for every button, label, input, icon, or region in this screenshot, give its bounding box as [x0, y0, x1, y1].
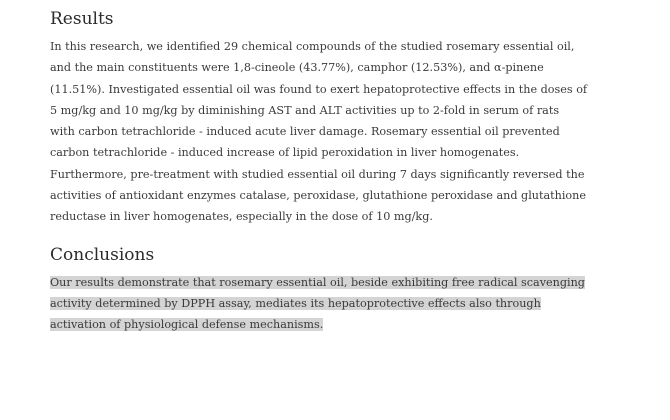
highlighted-text[interactable]: Our results demonstrate that rosemary essential oil, beside exhibiting free radical scavenging	[50, 275, 585, 289]
conclusions-line[interactable]	[50, 293, 640, 314]
results-line: 5 mg/kg and 10 mg/kg by diminishing AST and ALT activities up to 2-fold in serum of rats	[50, 103, 560, 117]
conclusions-line[interactable]	[50, 314, 640, 335]
conclusions-heading: Conclusions	[50, 244, 155, 265]
results-line: and the main constituents were 1,8-cineole (43.77%), camphor (12.53%), and α-pinene	[50, 61, 544, 75]
conclusions-paragraph[interactable]	[50, 272, 640, 336]
results-line: Furthermore, pre-treatment with studied essential oil during 7 days significantly reversed the	[50, 167, 585, 181]
results-line: In this research, we identified 29 chemical compounds of the studied rosemary essential oil,	[50, 40, 575, 53]
results-heading: Results	[50, 9, 114, 29]
results-line: carbon tetrachloride - induced increase of lipid peroxidation in liver homogenates.	[50, 146, 520, 160]
highlighted-text[interactable]: activation of physiological defense mechanisms.	[50, 318, 324, 332]
conclusions-line[interactable]	[50, 272, 640, 293]
results-line: with carbon tetrachloride - induced acute liver damage. Rosemary essential oil prevented	[50, 125, 560, 139]
article-section	[50, 8, 640, 336]
results-line: activities of antioxidant enzymes catalase, peroxidase, glutathione peroxidase and glutathione	[50, 189, 586, 203]
highlighted-text[interactable]: activity determined by DPPH assay, mediates its hepatoprotective effects also through	[50, 296, 541, 310]
results-paragraph	[50, 36, 640, 228]
results-line: reductase in liver homogenates, especially in the dose of 10 mg/kg.	[50, 210, 433, 224]
results-line: (11.51%). Investigated essential oil was found to exert hepatoprotective effects in the doses of	[50, 82, 588, 96]
